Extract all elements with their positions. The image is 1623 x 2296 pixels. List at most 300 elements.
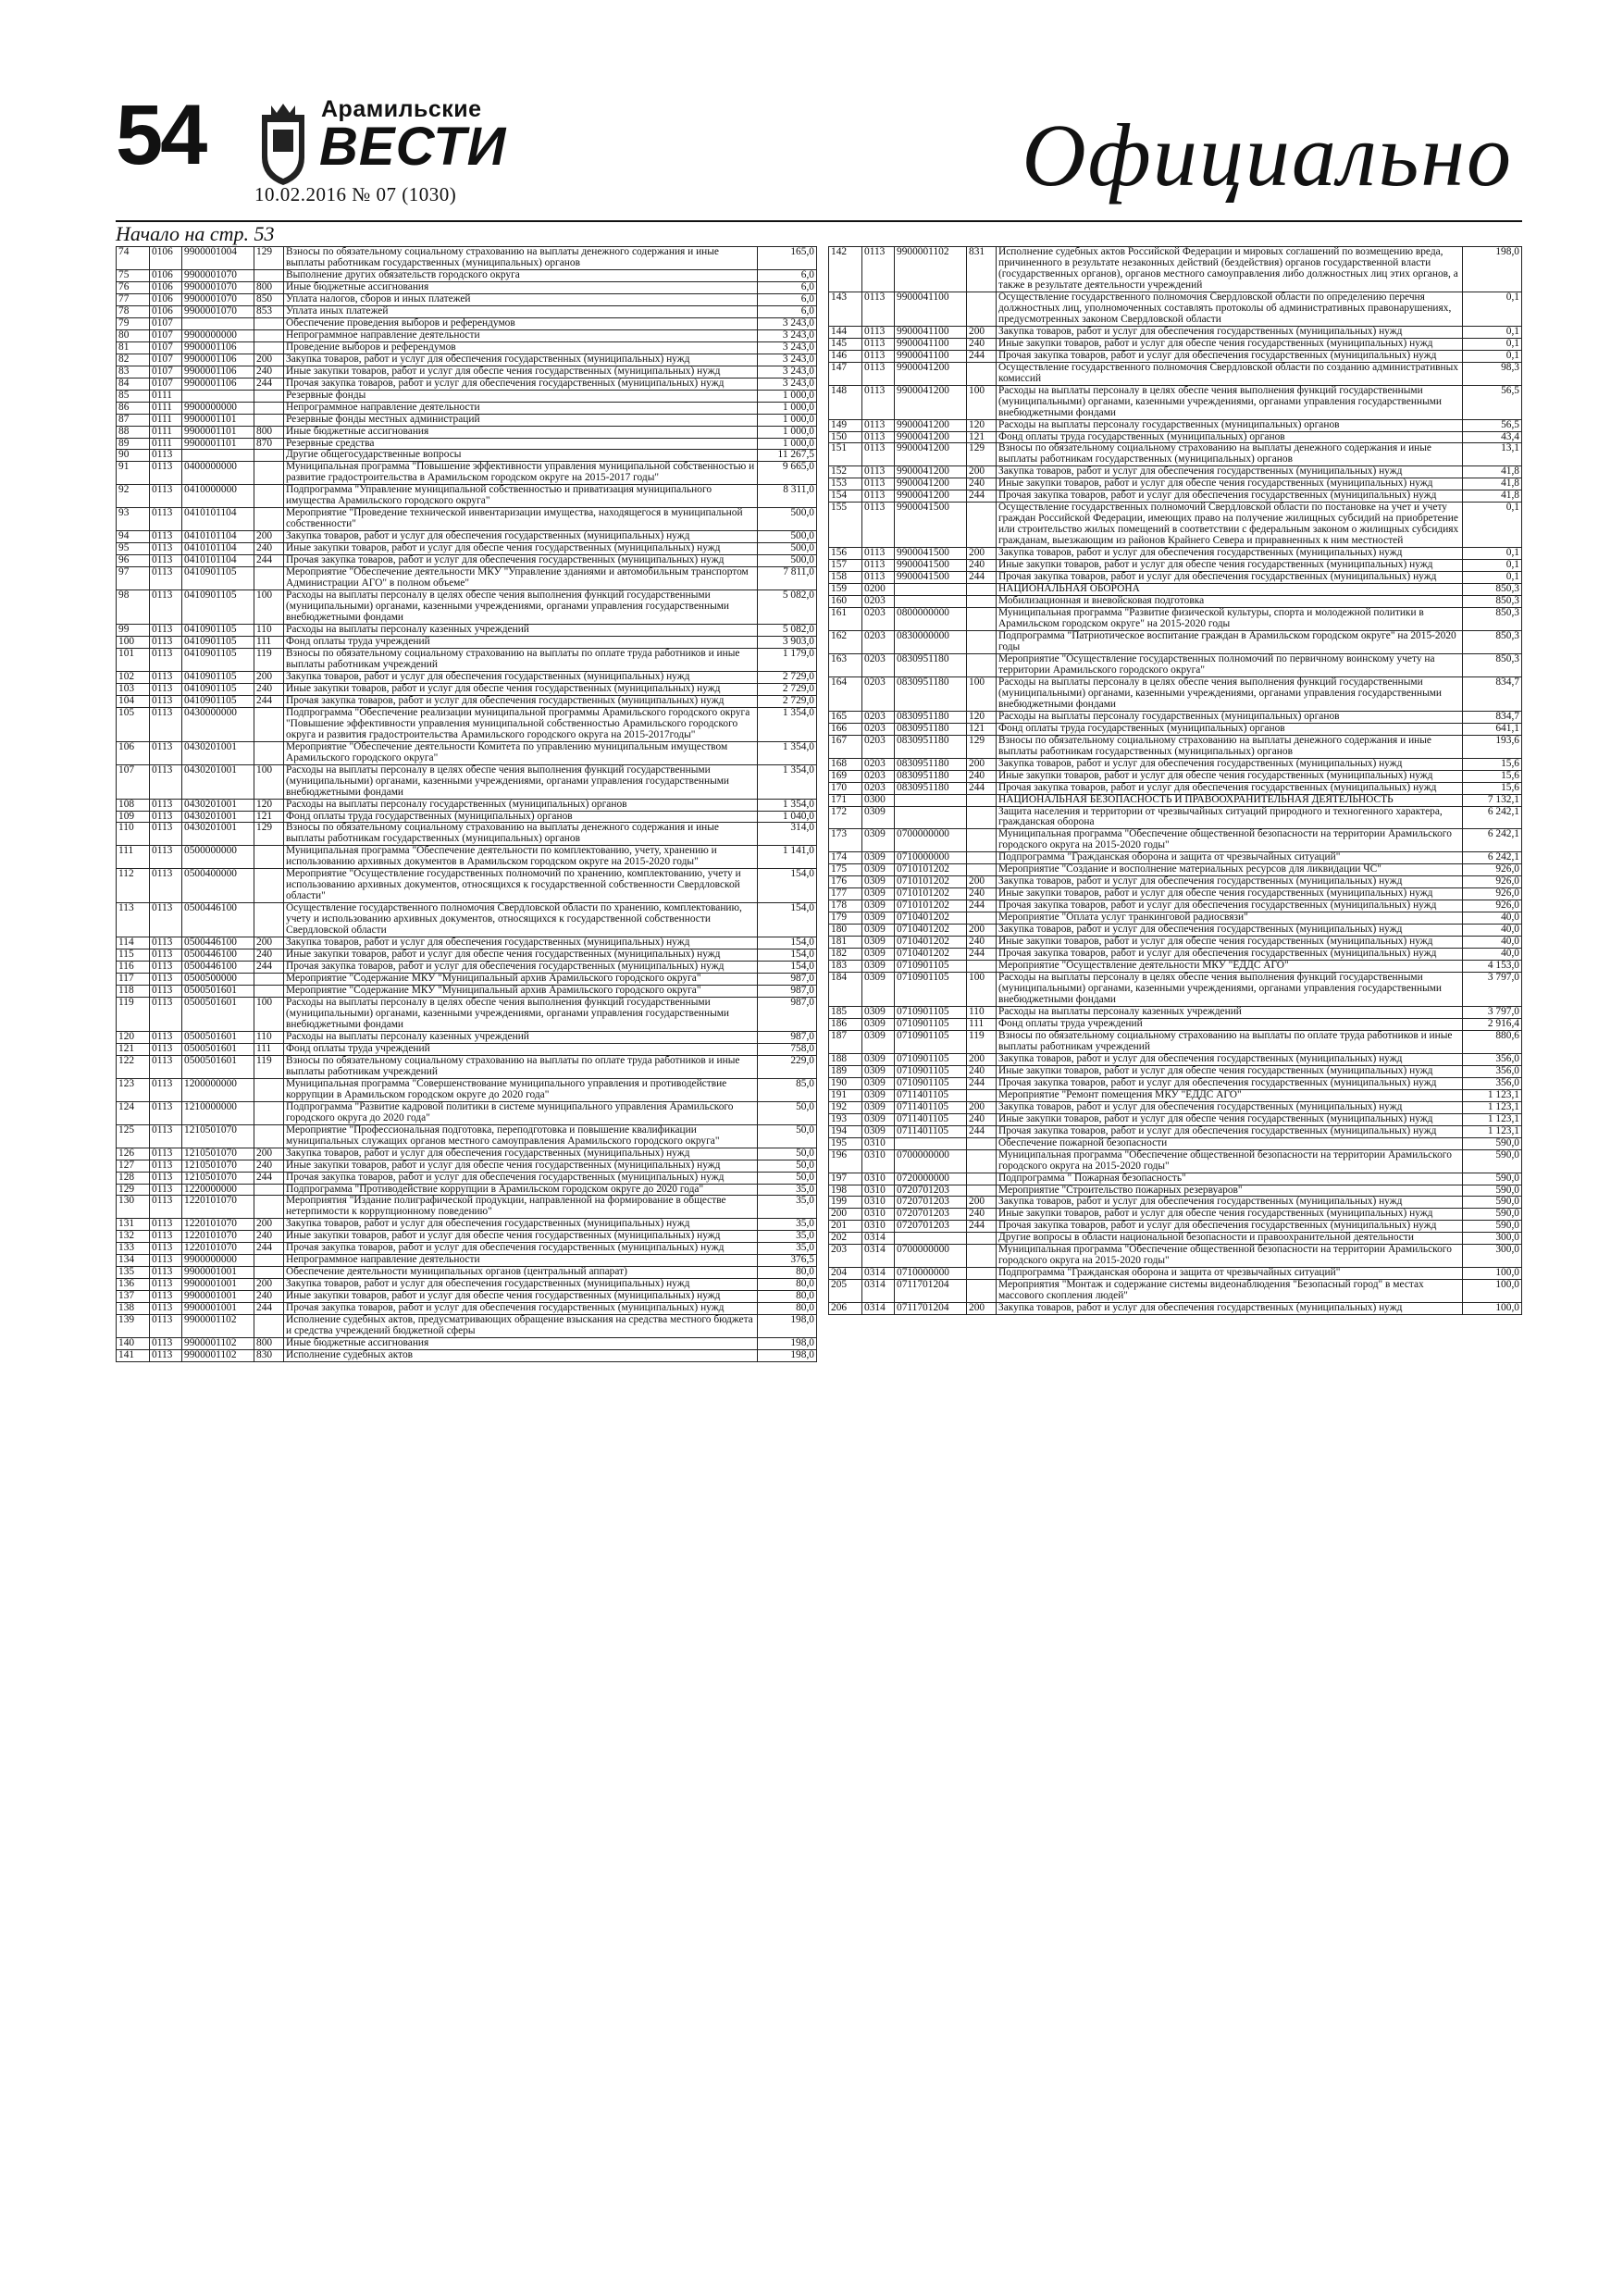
target-article-code: 0410101104 — [182, 508, 254, 531]
row-number: 117 — [117, 974, 150, 986]
table-row — [829, 326, 1522, 338]
section-code: 0113 — [150, 998, 182, 1032]
amount: 314,0 — [758, 823, 817, 846]
budget-table-left — [116, 246, 817, 1362]
expense-type-code: 111 — [254, 1043, 284, 1055]
section-code: 0113 — [862, 548, 895, 560]
expense-name: Закупка товаров, работ и услуг для обеспечения государственных (муниципальных) нужд — [284, 1148, 758, 1160]
target-article-code: 0500000000 — [182, 846, 254, 869]
target-article-code: 0410101104 — [182, 543, 254, 555]
table-row — [829, 925, 1522, 937]
expense-type-code — [254, 869, 284, 903]
target-article-code: 0410901105 — [182, 648, 254, 671]
expense-name: Прочая закупка товаров, работ и услуг для обеспечения государственных (муниципальных) нужд — [997, 490, 1463, 503]
section-code: 0309 — [862, 1089, 895, 1101]
target-article-code: 9900041200 — [895, 443, 967, 466]
table-row — [829, 676, 1522, 711]
expense-name: Расходы на выплаты персоналу в целях обеспе чения выполнения функций государственными (муниципальными) органами, казенными учреждениями, органами управления государственными внебюджетными фондами — [997, 973, 1463, 1007]
expense-name: Закупка товаров, работ и услуг для обеспечения государственных (муниципальных) нужд — [284, 531, 758, 543]
amount: 100,0 — [1463, 1303, 1522, 1315]
expense-type-code — [967, 864, 997, 876]
target-article-code: 9900001102 — [182, 1350, 254, 1362]
target-article-code — [182, 390, 254, 402]
section-code: 0113 — [150, 1101, 182, 1124]
expense-name: Муниципальная программа "Развитие физической культуры, спорта и молодежной политики в Арамильском городском округе" на 2015-2020 годы — [997, 608, 1463, 631]
section-code: 0111 — [150, 390, 182, 402]
target-article-code: 0711401105 — [895, 1089, 967, 1101]
amount: 850,3 — [1463, 596, 1522, 608]
section-code: 0113 — [862, 247, 895, 292]
table-row — [829, 1030, 1522, 1053]
target-article-code: 9900041500 — [895, 572, 967, 584]
expense-type-code: 853 — [254, 305, 284, 317]
expense-name: Взносы по обязательному социальному страхованию на выплаты денежного содержания и иные выплаты работникам государственных (муниципальных) органов — [284, 247, 758, 270]
right-column — [828, 246, 1522, 1315]
section-code: 0314 — [862, 1280, 895, 1303]
expense-type-code: 200 — [254, 671, 284, 683]
row-number: 204 — [829, 1268, 862, 1280]
expense-name: Иные бюджетные ассигнования — [284, 426, 758, 438]
expense-type-code — [967, 584, 997, 596]
target-article-code: 9900001101 — [182, 414, 254, 426]
expense-type-code: 100 — [967, 676, 997, 711]
row-number: 161 — [829, 608, 862, 631]
expense-type-code — [254, 462, 284, 485]
target-article-code: 0710901105 — [895, 1018, 967, 1030]
expense-type-code — [967, 1268, 997, 1280]
section-code: 0107 — [150, 354, 182, 366]
table-row — [829, 900, 1522, 912]
table-row — [829, 770, 1522, 782]
section-code: 0106 — [150, 247, 182, 270]
expense-type-code — [254, 567, 284, 590]
amount: 40,0 — [1463, 937, 1522, 949]
expense-type-code: 100 — [254, 590, 284, 625]
row-number: 94 — [117, 531, 150, 543]
expense-type-code: 100 — [967, 973, 997, 1007]
amount: 0,1 — [1463, 503, 1522, 548]
section-code: 0203 — [862, 653, 895, 676]
expense-type-code — [254, 341, 284, 354]
section-code: 0310 — [862, 1173, 895, 1185]
target-article-code: 0410901105 — [182, 636, 254, 648]
expense-name: Иные закупки товаров, работ и услуг для обеспе чения государственных (муниципальных) нужд — [284, 543, 758, 555]
section-code: 0113 — [862, 572, 895, 584]
table-row — [117, 269, 817, 281]
row-number: 119 — [117, 998, 150, 1032]
table-row — [117, 683, 817, 695]
row-number: 125 — [117, 1124, 150, 1148]
amount: 8 311,0 — [758, 485, 817, 508]
table-row — [829, 1245, 1522, 1268]
row-number: 103 — [117, 683, 150, 695]
expense-name: Расходы на выплаты персоналу казенных учреждений — [284, 625, 758, 637]
expense-name: Мероприятие "Обеспечение деятельности Комитета по управлению муниципальным имуществом Арамильского городского округа" — [284, 741, 758, 764]
expense-type-code: 200 — [967, 548, 997, 560]
expense-name: Прочая закупка товаров, работ и услуг для обеспечения государственных (муниципальных) нужд — [284, 1243, 758, 1255]
target-article-code: 0500446100 — [182, 962, 254, 974]
table-row — [117, 354, 817, 366]
section-code: 0309 — [862, 1053, 895, 1065]
row-number: 196 — [829, 1149, 862, 1173]
target-article-code: 0700000000 — [895, 1149, 967, 1173]
target-article-code: 0711401105 — [895, 1113, 967, 1125]
section-code: 0203 — [862, 596, 895, 608]
target-article-code: 0800000000 — [895, 608, 967, 631]
expense-name: Закупка товаров, работ и услуг для обеспечения государственных (муниципальных) нужд — [284, 354, 758, 366]
section-code: 0113 — [150, 869, 182, 903]
section-code: 0314 — [862, 1303, 895, 1315]
table-row — [117, 317, 817, 329]
amount: 356,0 — [1463, 1077, 1522, 1089]
table-row — [117, 390, 817, 402]
row-number: 82 — [117, 354, 150, 366]
expense-type-code: 121 — [967, 723, 997, 735]
section-code: 0106 — [150, 281, 182, 293]
expense-type-code — [967, 630, 997, 653]
row-number: 90 — [117, 450, 150, 462]
target-article-code: 9900001070 — [182, 281, 254, 293]
row-number: 126 — [117, 1148, 150, 1160]
expense-type-code — [967, 653, 997, 676]
amount: 50,0 — [758, 1160, 817, 1172]
expense-type-code — [967, 1137, 997, 1149]
target-article-code: 0830951180 — [895, 782, 967, 794]
row-number: 205 — [829, 1280, 862, 1303]
expense-name: Закупка товаров, работ и услуг для обеспечения государственных (муниципальных) нужд — [997, 758, 1463, 770]
target-article-code: 0710401202 — [895, 912, 967, 925]
target-article-code: 1210501070 — [182, 1172, 254, 1184]
amount: 15,6 — [1463, 782, 1522, 794]
table-row — [117, 590, 817, 625]
row-number: 160 — [829, 596, 862, 608]
table-row — [117, 903, 817, 937]
table-row — [829, 1185, 1522, 1197]
target-article-code — [895, 1233, 967, 1245]
target-article-code: 9900041500 — [895, 503, 967, 548]
amount: 229,0 — [758, 1055, 817, 1078]
expense-type-code — [254, 317, 284, 329]
section-code: 0203 — [862, 711, 895, 723]
row-number: 100 — [117, 636, 150, 648]
target-article-code: 0410901105 — [182, 590, 254, 625]
row-number: 158 — [829, 572, 862, 584]
row-number: 87 — [117, 414, 150, 426]
amount: 43,4 — [1463, 431, 1522, 443]
amount: 9 665,0 — [758, 462, 817, 485]
section-code: 0113 — [150, 450, 182, 462]
amount: 1 123,1 — [1463, 1089, 1522, 1101]
table-row — [829, 490, 1522, 503]
row-number: 104 — [117, 695, 150, 707]
row-number: 95 — [117, 543, 150, 555]
expense-type-code — [967, 1280, 997, 1303]
row-number: 191 — [829, 1089, 862, 1101]
row-number: 88 — [117, 426, 150, 438]
table-row — [117, 937, 817, 949]
target-article-code: 9900041200 — [895, 490, 967, 503]
section-code: 0203 — [862, 723, 895, 735]
expense-type-code: 240 — [254, 543, 284, 555]
expense-name: Закупка товаров, работ и услуг для обеспечения государственных (муниципальных) нужд — [997, 1303, 1463, 1315]
table-row — [829, 1149, 1522, 1173]
table-row — [117, 1231, 817, 1243]
target-article-code: 0710101202 — [895, 876, 967, 888]
section-code: 0113 — [862, 385, 895, 419]
expense-type-code — [967, 794, 997, 806]
table-row — [829, 292, 1522, 326]
expense-name: Подпрограмма " Пожарная безопасность" — [997, 1173, 1463, 1185]
expense-type-code — [254, 402, 284, 414]
expense-name: Иные закупки товаров, работ и услуг для обеспе чения государственных (муниципальных) нужд — [997, 338, 1463, 350]
expense-type-code: 240 — [254, 683, 284, 695]
amount: 80,0 — [758, 1291, 817, 1303]
expense-name: Резервные фонды — [284, 390, 758, 402]
table-row — [117, 485, 817, 508]
expense-name: Иные закупки товаров, работ и услуг для обеспе чения государственных (муниципальных) нужд — [284, 949, 758, 962]
expense-type-code — [967, 1089, 997, 1101]
amount: 154,0 — [758, 949, 817, 962]
amount: 6 242,1 — [1463, 852, 1522, 864]
section-code: 0111 — [150, 414, 182, 426]
expense-type-code — [967, 852, 997, 864]
section-code: 0106 — [150, 269, 182, 281]
target-article-code: 0410901105 — [182, 625, 254, 637]
row-number: 171 — [829, 794, 862, 806]
row-number: 195 — [829, 1137, 862, 1149]
target-article-code: 0711701204 — [895, 1303, 967, 1315]
row-number: 151 — [829, 443, 862, 466]
row-number: 178 — [829, 900, 862, 912]
table-row — [829, 478, 1522, 490]
target-article-code: 0720000000 — [895, 1173, 967, 1185]
row-number: 106 — [117, 741, 150, 764]
amount: 1 354,0 — [758, 799, 817, 811]
target-article-code — [895, 794, 967, 806]
amount: 834,7 — [1463, 711, 1522, 723]
row-number: 102 — [117, 671, 150, 683]
section-code: 0107 — [150, 366, 182, 378]
target-article-code: 0410101104 — [182, 531, 254, 543]
target-article-code: 9900041200 — [895, 419, 967, 431]
expense-name: Мероприятие "Осуществление государственных полномочий по первичному воинскому учету на территории Арамильского городского округа" — [997, 653, 1463, 676]
section-code: 0309 — [862, 1006, 895, 1018]
expense-type-code: 244 — [967, 350, 997, 362]
expense-type-code — [254, 1078, 284, 1101]
expense-name: Прочая закупка товаров, работ и услуг для обеспечения государственных (муниципальных) нужд — [997, 1221, 1463, 1233]
target-article-code: 0430201001 — [182, 811, 254, 823]
row-number: 89 — [117, 438, 150, 450]
expense-type-code — [254, 707, 284, 741]
amount: 85,0 — [758, 1078, 817, 1101]
header-rule — [116, 220, 1522, 222]
amount: 987,0 — [758, 998, 817, 1032]
section-code: 0309 — [862, 912, 895, 925]
table-row — [829, 1137, 1522, 1149]
target-article-code: 9900041100 — [895, 338, 967, 350]
row-number: 180 — [829, 925, 862, 937]
target-article-code: 9900001001 — [182, 1267, 254, 1279]
row-number: 76 — [117, 281, 150, 293]
expense-type-code — [254, 741, 284, 764]
row-number: 80 — [117, 329, 150, 341]
expense-name: Мобилизационная и вневойсковая подготовка — [997, 596, 1463, 608]
target-article-code: 0711701204 — [895, 1280, 967, 1303]
table-row — [117, 1291, 817, 1303]
masthead — [116, 88, 1522, 213]
expense-type-code: 119 — [967, 1030, 997, 1053]
table-row — [117, 986, 817, 998]
amount: 3 797,0 — [1463, 973, 1522, 1007]
section-code: 0113 — [150, 636, 182, 648]
expense-name: Уплата налогов, сборов и иных платежей — [284, 293, 758, 305]
target-article-code: 0700000000 — [895, 1245, 967, 1268]
expense-name: Мероприятие "Ремонт помещения МКУ "ЕДДС АГО" — [997, 1089, 1463, 1101]
section-code: 0113 — [150, 1315, 182, 1338]
expense-type-code — [967, 292, 997, 326]
expense-name: Резервные средства — [284, 438, 758, 450]
table-row — [829, 806, 1522, 829]
expense-name: Прочая закупка товаров, работ и услуг для обеспечения государственных (муниципальных) нужд — [997, 782, 1463, 794]
table-row — [117, 671, 817, 683]
target-article-code: 0500501601 — [182, 1055, 254, 1078]
table-row — [117, 341, 817, 354]
amount: 0,1 — [1463, 548, 1522, 560]
expense-name: Мероприятие "Строительство пожарных резервуаров" — [997, 1185, 1463, 1197]
target-article-code: 9900041200 — [895, 362, 967, 385]
section-code: 0113 — [150, 531, 182, 543]
target-article-code: 9900041500 — [895, 560, 967, 572]
section-code: 0113 — [862, 490, 895, 503]
amount: 590,0 — [1463, 1221, 1522, 1233]
expense-name: Взносы по обязательному социальному страхованию на выплаты по оплате труда работников и иные выплаты работникам учреждений — [997, 1030, 1463, 1053]
amount: 590,0 — [1463, 1149, 1522, 1173]
expense-name: Иные закупки товаров, работ и услуг для обеспе чения государственных (муниципальных) нужд — [997, 888, 1463, 900]
expense-type-code: 240 — [254, 1231, 284, 1243]
expense-type-code: 200 — [254, 354, 284, 366]
table-row — [117, 329, 817, 341]
expense-name: Подпрограмма "Патриотическое воспитание граждан в Арамильском городском округе" на 2015-2020 годы — [997, 630, 1463, 653]
target-article-code: 0430201001 — [182, 741, 254, 764]
row-number: 175 — [829, 864, 862, 876]
expense-type-code: 244 — [967, 1221, 997, 1233]
target-article-code: 9900001102 — [182, 1315, 254, 1338]
expense-type-code: 129 — [254, 823, 284, 846]
expense-name: Иные закупки товаров, работ и услуг для обеспе чения государственных (муниципальных) нужд — [997, 1113, 1463, 1125]
row-number: 129 — [117, 1184, 150, 1196]
section-code: 0113 — [150, 508, 182, 531]
expense-type-code — [967, 1149, 997, 1173]
target-article-code: 9900000000 — [182, 329, 254, 341]
target-article-code: 0710901105 — [895, 1077, 967, 1089]
row-number: 154 — [829, 490, 862, 503]
table-row — [829, 794, 1522, 806]
expense-name: Резервные фонды местных администраций — [284, 414, 758, 426]
expense-name: Обеспечение проведения выборов и референдумов — [284, 317, 758, 329]
row-number: 163 — [829, 653, 862, 676]
expense-name: Иные закупки товаров, работ и услуг для обеспе чения государственных (муниципальных) нужд — [997, 478, 1463, 490]
amount: 0,1 — [1463, 572, 1522, 584]
table-row — [829, 912, 1522, 925]
table-row — [117, 998, 817, 1032]
amount: 926,0 — [1463, 888, 1522, 900]
row-number: 138 — [117, 1303, 150, 1315]
expense-type-code: 244 — [254, 1303, 284, 1315]
row-number: 184 — [829, 973, 862, 1007]
expense-type-code: 244 — [967, 572, 997, 584]
amount: 198,0 — [1463, 247, 1522, 292]
section-code: 0113 — [150, 986, 182, 998]
table-row — [117, 949, 817, 962]
target-article-code: 1220000000 — [182, 1184, 254, 1196]
table-row — [829, 608, 1522, 631]
table-row — [829, 596, 1522, 608]
row-number: 140 — [117, 1338, 150, 1350]
expense-name: Подпрограмма "Обеспечение реализации муниципальной программы Арамильского городского округа "Повышение эффективности управления муниципальной собственностью Арамильского городского округа и развития градостроительства Арамильского городского округа на 2015-2017годы" — [284, 707, 758, 741]
expense-name: Прочая закупка товаров, работ и услуг для обеспечения государственных (муниципальных) нужд — [284, 1303, 758, 1315]
expense-name: Обеспечение деятельности муниципальных органов (центральный аппарат) — [284, 1267, 758, 1279]
target-article-code: 0711401105 — [895, 1125, 967, 1137]
amount: 154,0 — [758, 937, 817, 949]
row-number: 156 — [829, 548, 862, 560]
section-code: 0309 — [862, 937, 895, 949]
table-row — [117, 869, 817, 903]
expense-name: Взносы по обязательному социальному страхованию на выплаты денежного содержания и иные выплаты работникам государственных (муниципальных) органов — [997, 735, 1463, 758]
expense-name: Иные закупки товаров, работ и услуг для обеспе чения государственных (муниципальных) нужд — [284, 366, 758, 378]
amount: 987,0 — [758, 974, 817, 986]
row-number: 111 — [117, 846, 150, 869]
target-article-code: 0410101104 — [182, 555, 254, 567]
table-row — [117, 378, 817, 390]
expense-name: Подпрограмма "Развитие кадровой политики в системе муниципального управления Арамильского городского округа до 2020 года" — [284, 1101, 758, 1124]
section-code: 0113 — [150, 949, 182, 962]
table-row — [829, 350, 1522, 362]
expense-name: Закупка товаров, работ и услуг для обеспечения государственных (муниципальных) нужд — [997, 1053, 1463, 1065]
row-number: 172 — [829, 806, 862, 829]
expense-type-code — [967, 806, 997, 829]
expense-name: Мероприятие "Проведение технической инвентаризации имущества, находящегося в муниципальной собственности" — [284, 508, 758, 531]
section-code: 0314 — [862, 1268, 895, 1280]
row-number: 127 — [117, 1160, 150, 1172]
expense-name: Мероприятие "Профессиональная подготовка, переподготовка и повышение квалификации муниципальных служащих органов местного самоуправления Арамильского городского округа" — [284, 1124, 758, 1148]
section-code: 0113 — [150, 485, 182, 508]
amount: 1 000,0 — [758, 438, 817, 450]
expense-name: Прочая закупка товаров, работ и услуг для обеспечения государственных (муниципальных) нужд — [284, 555, 758, 567]
expense-name: Другие общегосударственные вопросы — [284, 450, 758, 462]
amount: 3 243,0 — [758, 366, 817, 378]
expense-name: Осуществление государственных полномочий Свердловской области по постановке на учет и учету граждан Российской Федерации, имеющих право на получение жилищных субсидий на приобретение или строительство жилых помещений в соответствии с федеральным законом о жилищных субсидиях гражданам, выезжающим из районов Крайнего Севера и приравненных к ним местностей — [997, 503, 1463, 548]
table-row — [829, 723, 1522, 735]
expense-type-code: 240 — [254, 1291, 284, 1303]
amount: 198,0 — [758, 1338, 817, 1350]
amount: 590,0 — [1463, 1185, 1522, 1197]
table-row — [117, 625, 817, 637]
expense-type-code — [254, 974, 284, 986]
expense-type-code: 119 — [254, 648, 284, 671]
newspaper-logo — [254, 98, 588, 191]
target-article-code: 1220101070 — [182, 1219, 254, 1231]
target-article-code: 9900041500 — [895, 548, 967, 560]
expense-type-code — [967, 362, 997, 385]
section-code: 0113 — [862, 419, 895, 431]
row-number: 147 — [829, 362, 862, 385]
amount: 6,0 — [758, 269, 817, 281]
expense-type-code: 200 — [254, 531, 284, 543]
table-row — [829, 973, 1522, 1007]
row-number: 128 — [117, 1172, 150, 1184]
amount: 50,0 — [758, 1124, 817, 1148]
section-code: 0113 — [150, 1279, 182, 1291]
